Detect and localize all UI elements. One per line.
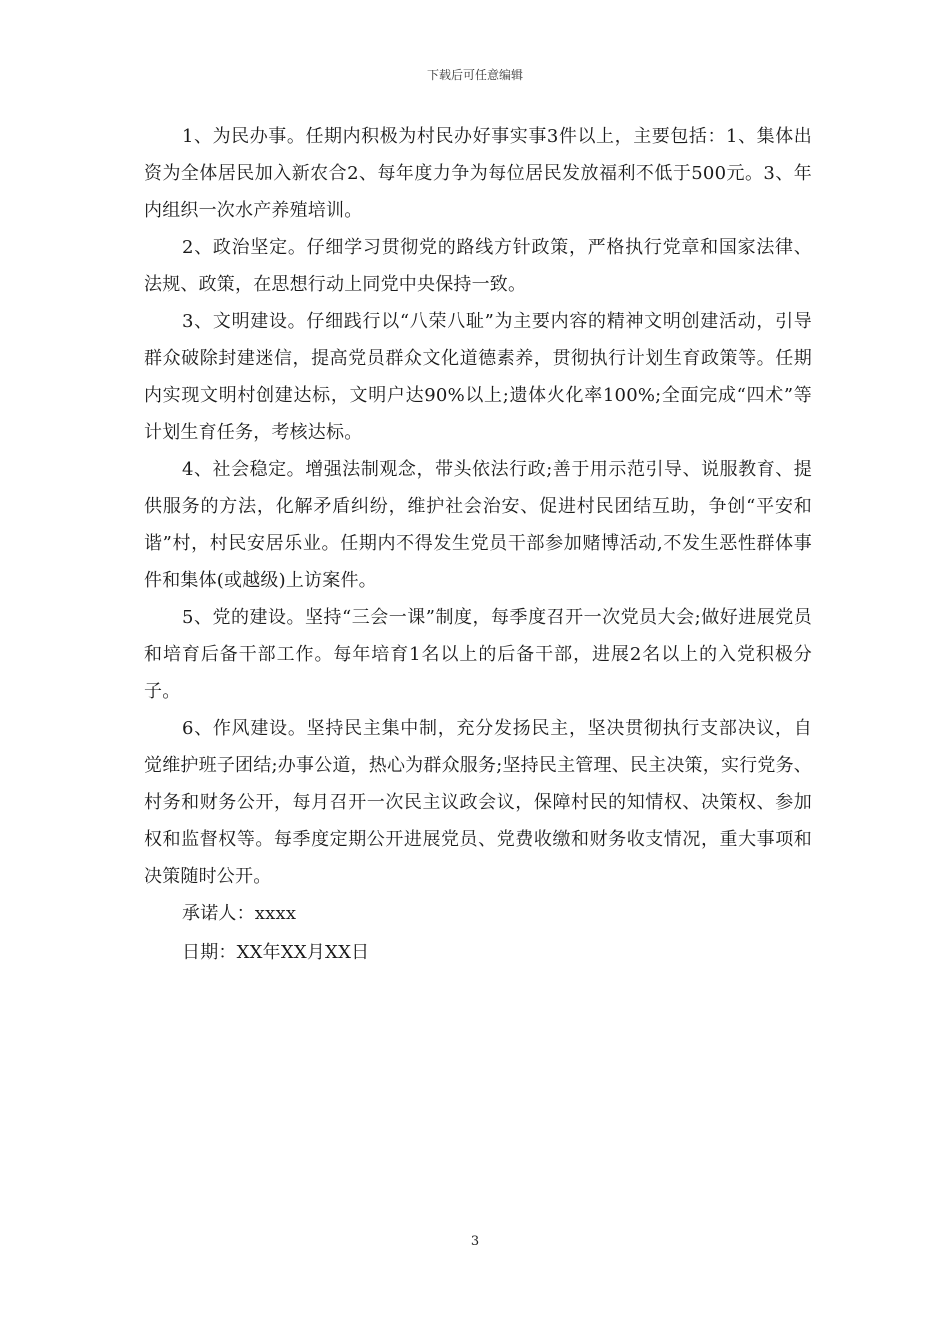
date-line: 日期：XX年XX月XX日 — [182, 942, 370, 963]
paragraph-party-building: 5、党的建设。坚持“三会一课”制度，每季度召开一次党员大会;做好进展党员和培育后备干部工作。每年培育1名以上的后备干部，进展2名以上的入党积极分子。 — [144, 607, 812, 702]
paragraph-serve-people: 1、为民办事。任期内积极为村民办好事实事3件以上，主要包括：1、集体出资为全体居民加入新农合2、每年度力争为每位居民发放福利不低于500元。3、年内组织一次水产养殖培训。 — [144, 126, 812, 221]
paragraph-work-style: 6、作风建设。坚持民主集中制，充分发扬民主，坚决贯彻执行支部决议，自觉维护班子团结;办事公道，热心为群众服务;坚持民主管理、民主决策，实行党务、村务和财务公开，每月召开一次民主议政会议，保障村民的知情权、决策权、参加权和监督权等。每季度定期公开进展党员、党费收缴和财务收支情况，重大事项和决策随时公开。 — [144, 718, 812, 887]
paragraph-social-stability: 4、社会稳定。增强法制观念，带头依法行政;善于用示范引导、说服教育、提供服务的方法，化解矛盾纠纷，维护社会治安、促进村民团结互助，争创“平安和谐”村，村民安居乐业。任期内不得发生党员干部参加赌博活动,不发生恶性群体事件和集体(或越级)上访案件。 — [144, 459, 812, 591]
page-header: 下载后可任意编辑 — [426, 68, 523, 82]
paragraph-political-stance: 2、政治坚定。仔细学习贯彻党的路线方针政策，严格执行党章和国家法律、法规、政策，在思想行动上同党中央保持一致。 — [144, 237, 812, 295]
paragraph-civilization-building: 3、文明建设。仔细践行以“八荣八耻”为主要内容的精神文明创建活动，引导群众破除封建迷信，提高党员群众文化道德素养，贯彻执行计划生育政策等。任期内实现文明村创建达标，文明户达90%以上;遗体火化率100%;全面完成“四术”等计划生育任务，考核达标。 — [144, 311, 812, 443]
page-number: 3 — [470, 1234, 480, 1249]
promisor-line: 承诺人：xxxx — [182, 903, 297, 924]
document-body — [144, 118, 812, 971]
